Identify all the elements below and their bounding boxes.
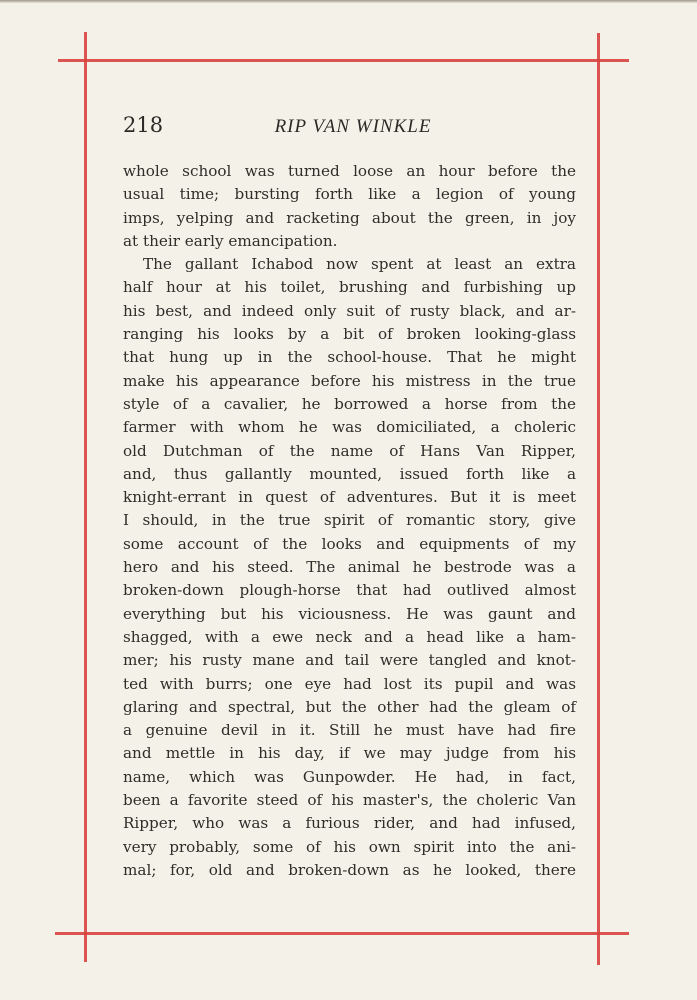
frame-rule-bottom xyxy=(55,932,629,935)
body-text xyxy=(123,160,576,882)
page-top-edge xyxy=(0,0,697,3)
frame-rule-top xyxy=(58,59,629,62)
text-line: style of a cavalier, he borrowed a horse from the xyxy=(123,394,576,413)
text-line: ranging his looks by a bit of broken looking-glass xyxy=(123,325,576,344)
text-line: ted with burrs; one eye had lost its pupil and was xyxy=(123,674,576,693)
text-line: and mettle in his day, if we may judge from his xyxy=(123,744,576,763)
text-line: hero and his steed. The animal he bestrode was a xyxy=(123,558,576,577)
text-line: The gallant Ichabod now spent at least an extra xyxy=(143,255,576,274)
text-line: mal; for, old and broken-down as he looked, there xyxy=(123,860,576,879)
text-line: very probably, some of his own spirit into the ani- xyxy=(123,837,576,856)
text-line: make his appearance before his mistress in the true xyxy=(123,371,576,390)
running-head: RIP VAN WINKLE xyxy=(274,116,432,137)
text-line: I should, in the true spirit of romantic story, give xyxy=(123,511,576,530)
text-line: that hung up in the school-house. That he might xyxy=(123,348,576,367)
text-line: half hour at his toilet, brushing and furbishing up xyxy=(123,278,576,297)
text-line: been a favorite steed of his master's, the choleric Van xyxy=(123,791,576,810)
text-line: everything but his viciousness. He was gaunt and xyxy=(123,604,576,623)
frame-rule-right xyxy=(597,33,600,965)
text-line: mer; his rusty mane and tail were tangled and knot- xyxy=(123,651,576,670)
text-line: whole school was turned loose an hour before the xyxy=(123,162,576,180)
text-line: Ripper, who was a furious rider, and had infused, xyxy=(123,814,576,833)
text-line: farmer with whom he was domiciliated, a choleric xyxy=(123,418,576,437)
text-line: broken-down plough-horse that had outlived almost xyxy=(123,581,576,600)
text-line: at their early emancipation. xyxy=(123,231,338,250)
text-line: imps, yelping and racketing about the green, in joy xyxy=(123,208,576,227)
page-number: 218 xyxy=(123,113,164,137)
text-line: name, which was Gunpowder. He had, in fact, xyxy=(123,767,576,786)
text-line: old Dutchman of the name of Hans Van Ripper, xyxy=(123,441,576,460)
text-line: his best, and indeed only suit of rusty black, and ar- xyxy=(123,301,576,320)
text-line: some account of the looks and equipments of my xyxy=(123,534,576,553)
text-line: and, thus gallantly mounted, issued forth like a xyxy=(123,464,576,483)
text-line: usual time; bursting forth like a legion of young xyxy=(123,185,576,204)
text-line: knight-errant in quest of adventures. But it is meet xyxy=(123,488,576,507)
text-line: shagged, with a ewe neck and a head like a ham- xyxy=(123,627,576,646)
text-line: a genuine devil in it. Still he must have had fire xyxy=(123,721,576,740)
text-line: glaring and spectral, but the other had the gleam of xyxy=(123,697,576,716)
frame-rule-left xyxy=(84,32,87,962)
